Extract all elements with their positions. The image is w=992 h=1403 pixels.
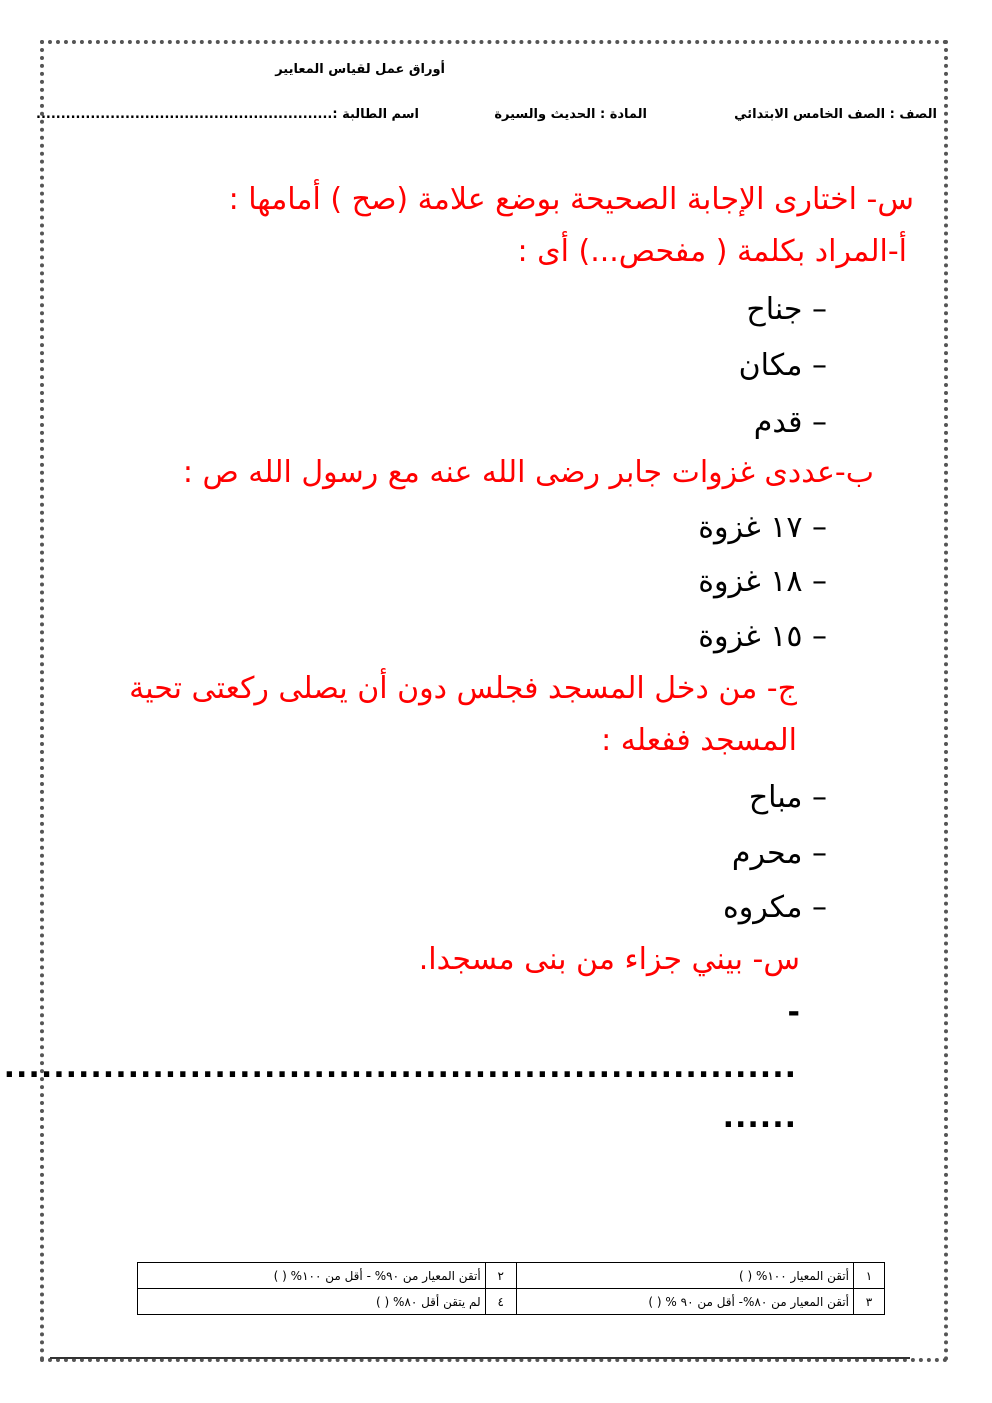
option-text: مكروه xyxy=(723,890,803,925)
option-text: مباح xyxy=(748,780,803,815)
scale-number: ١ xyxy=(854,1263,885,1289)
option-dash: – xyxy=(812,890,827,925)
option-dash: – xyxy=(812,348,827,383)
option-text: ١٨ غزوة xyxy=(698,564,803,599)
option-text: جناح xyxy=(746,292,803,327)
option-dash: – xyxy=(812,619,827,654)
table-row xyxy=(138,1263,885,1289)
option-dash: – xyxy=(812,292,827,327)
q2-answer-line-1[interactable]: ................................................................ xyxy=(3,1050,797,1085)
q1a-option-1[interactable] xyxy=(746,292,827,327)
q1b-option-2[interactable] xyxy=(698,564,827,599)
table-row xyxy=(138,1289,885,1315)
q1c-option-2[interactable] xyxy=(732,836,827,871)
scale-criterion[interactable]: أتقن المعيار ١٠٠% ( ) xyxy=(516,1263,853,1289)
option-text: محرم xyxy=(731,836,803,871)
grade-label: الصف : الصف الخامس الابتدائي xyxy=(734,107,937,122)
q2-prompt: س- بيني جزاء من بنى مسجدا. xyxy=(418,942,800,977)
q1a-option-3[interactable] xyxy=(754,405,827,440)
option-text: مكان xyxy=(738,348,803,383)
q1-prompt: س- اختارى الإجابة الصحيحة بوضع علامة (صح ) أمامها : xyxy=(228,182,914,217)
q1a-question: أ-المراد بكلمة ( مفحص...) أى : xyxy=(517,234,907,269)
scale-criterion[interactable]: أتقن المعيار من ٨٠%- أقل من ٩٠ % ( ) xyxy=(516,1289,853,1315)
footer-divider xyxy=(50,1357,910,1359)
worksheet-title: أوراق عمل لقياس المعايير xyxy=(275,62,445,77)
option-dash: – xyxy=(812,836,827,871)
option-dash: – xyxy=(812,780,827,815)
q1c-question-line1: ج- من دخل المسجد فجلس دون أن يصلى ركعتى تحية xyxy=(129,671,797,706)
q1b-option-1[interactable] xyxy=(698,510,827,545)
option-text: ١٥ غزوة xyxy=(698,619,803,654)
subject-label: المادة : الحديث والسيرة xyxy=(494,107,647,122)
option-text: قدم xyxy=(753,405,803,440)
q1a-option-2[interactable] xyxy=(739,348,827,383)
option-text: ١٧ غزوة xyxy=(698,510,803,545)
q2-answer-dash: - xyxy=(787,995,800,1030)
scale-number: ٣ xyxy=(854,1289,885,1315)
q1b-option-3[interactable] xyxy=(698,619,827,654)
q2-answer-line-2[interactable]: ...... xyxy=(722,1100,797,1135)
option-dash: – xyxy=(812,510,827,545)
scale-criterion[interactable]: لم يتقن أقل ٨٠% ( ) xyxy=(138,1289,486,1315)
scale-criterion[interactable]: أتقن المعيار من ٩٠% - أقل من ١٠٠% ( ) xyxy=(138,1263,486,1289)
q1c-option-3[interactable] xyxy=(723,890,827,925)
student-name-field: اسم الطالبة :............................................................ xyxy=(36,107,419,122)
q1c-option-1[interactable] xyxy=(749,780,827,815)
scale-number: ٤ xyxy=(485,1289,516,1315)
q1c-question-line2: المسجد ففعله : xyxy=(601,723,797,758)
option-dash: – xyxy=(812,405,827,440)
q1b-question: ب-عددى غزوات جابر رضى الله عنه مع رسول الله ص : xyxy=(182,455,874,490)
mastery-scale-table xyxy=(137,1262,885,1315)
option-dash: – xyxy=(812,564,827,599)
scale-number: ٢ xyxy=(485,1263,516,1289)
